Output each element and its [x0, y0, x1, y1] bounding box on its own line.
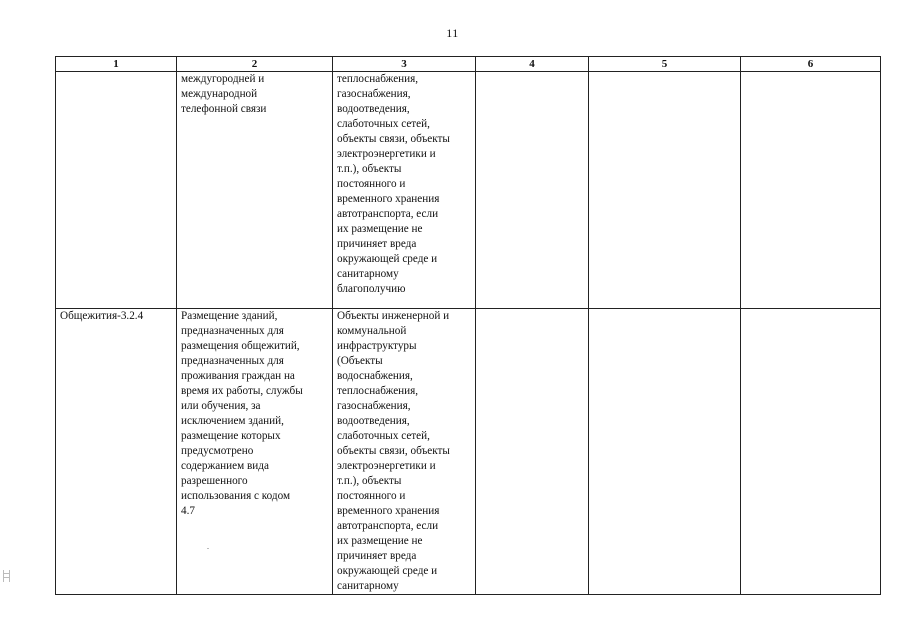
column-header-2: 2 [177, 57, 333, 72]
table-row [56, 309, 881, 595]
table-cell [177, 309, 333, 595]
land-use-table [55, 56, 881, 595]
table-cell [333, 309, 476, 595]
cell-land-use-description: Размещение зданий, предназначенных для размещения общежитий, предназначенных для проживания граждан на время их работы, службы или обучения, за исключением зданий, размещение которых предусмотрено содержанием вида разрешенного использования с кодом 4.7 [181, 310, 303, 517]
table-cell [476, 309, 589, 595]
column-header-5: 5 [589, 57, 741, 72]
table-cell [56, 72, 177, 309]
scan-speck [207, 548, 209, 549]
cell-land-use-name: Общежития-3.2.4 [60, 310, 144, 322]
table-cell [177, 72, 333, 309]
table-cell [741, 309, 881, 595]
column-header-3: 3 [333, 57, 476, 72]
table-cell [56, 309, 177, 595]
column-header-1: 1 [56, 57, 177, 72]
cell-auxiliary-uses: теплоснабжения, газоснабжения, водоотведения, слаботочных сетей, объекты связи, объекты электроэнергетики и т.п.), объекты постоянного и временного хранения автотранспорта, если их размещение не причиняет вреда окружающей среде и санитарному благополучию [337, 73, 450, 295]
table-cell [476, 72, 589, 309]
table-cell [741, 72, 881, 309]
cell-land-use-description: междугородней и международной телефонной связи [181, 73, 267, 115]
cell-auxiliary-uses: Объекты инженерной и коммунальной инфраструктуры (Объекты водоснабжения, теплоснабжения, газоснабжения, водоотведения, слаботочных сетей, объекты связи, объекты электроэнергетики и т.п.), объекты постоянного и временного хранения автотранспорта, если их размещение не причиняет вреда окружающей среде и санитарному [337, 310, 450, 592]
page-number: 11 [446, 26, 459, 40]
column-header-4: 4 [476, 57, 589, 72]
table-cell [333, 72, 476, 309]
table-row [56, 72, 881, 309]
column-header-6: 6 [741, 57, 881, 72]
scan-margin-mark [3, 570, 10, 582]
table-cell [589, 309, 741, 595]
table-header-row [56, 57, 881, 72]
table-cell [589, 72, 741, 309]
